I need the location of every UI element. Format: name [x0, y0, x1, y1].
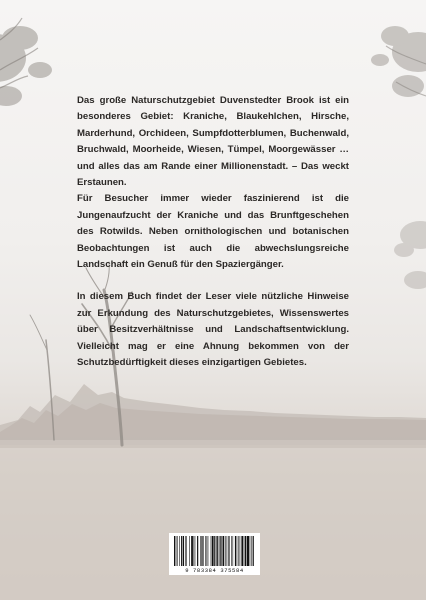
barcode-bar	[222, 536, 224, 566]
barcode-bar	[197, 536, 198, 566]
barcode-bar	[250, 536, 251, 566]
barcode-bar	[225, 536, 226, 566]
blurb-text	[77, 93, 349, 372]
barcode-bar	[233, 536, 234, 566]
barcode-bars	[169, 533, 260, 567]
barcode-bar	[247, 536, 249, 566]
barcode-bar	[201, 536, 202, 566]
barcode-bar	[227, 536, 228, 566]
barcode-number: 9 783384 375584	[185, 567, 244, 574]
foliage-right	[394, 221, 426, 289]
barcode-bar	[174, 536, 175, 566]
barcode-bar	[231, 536, 232, 566]
barcode-bar	[181, 536, 182, 566]
barcode-bar	[238, 536, 239, 566]
barcode-bar	[212, 536, 214, 566]
barcode-bar	[245, 536, 246, 566]
barcode-bar	[183, 536, 184, 566]
barcode-bar	[191, 536, 193, 566]
blurb-paragraph-1a: Das große Naturschutzgebiet Duvenstedter Brook ist ein besonderes Gebiet: Kraniche, Blaukehlchen, Hirsche, Marderhund, Orchideen, Sumpfdotterblumen, Buchenwald, Bruchwald, Moorheide, Wiesen, Tümpel, Moorgewässer … und alles das am Rande einer Millionenstadt. – Das weckt Erstaunen.	[77, 95, 349, 189]
barcode-bar	[179, 536, 180, 566]
barcode-bar	[244, 536, 245, 566]
paragraph-gap	[77, 273, 349, 289]
barcode-bar	[241, 536, 243, 566]
barcode-bar	[251, 536, 252, 566]
meadow	[0, 440, 426, 600]
isbn-barcode	[169, 533, 260, 575]
barcode-bar	[217, 536, 218, 566]
barcode-bar	[214, 536, 215, 566]
barcode-bar	[235, 536, 236, 566]
barcode-bar	[237, 536, 238, 566]
barcode-bar	[221, 536, 222, 566]
barcode-bar	[220, 536, 221, 566]
barcode-bar	[211, 536, 212, 566]
barcode-bar	[177, 536, 178, 566]
barcode-bar	[176, 536, 177, 566]
barcode-bar	[194, 536, 195, 566]
barcode-bar	[240, 536, 241, 566]
barcode-bar	[185, 536, 186, 566]
barcode-bar	[208, 536, 209, 566]
blurb-paragraph-1b: Für Besucher immer wieder faszinierend ist die Jungenaufzucht der Kraniche und das Brunftgeschehen des Rotwilds. Neben ornithologischen und botanischen Beobachtungen ist auch die abwechslungsreiche Landschaft ein Genuß für den Spaziergänger.	[77, 193, 349, 271]
barcode-bar	[228, 536, 229, 566]
barcode-bar	[216, 536, 217, 566]
barcode-bar	[200, 536, 201, 566]
barcode-bar	[202, 536, 203, 566]
barcode-bar	[253, 536, 254, 566]
barcode-bar	[195, 536, 196, 566]
barcode-bar	[205, 536, 206, 566]
barcode-bar	[207, 536, 208, 566]
barcode-bar	[186, 536, 187, 566]
blurb-paragraph-2: In diesem Buch findet der Leser viele nützliche Hinweise zur Erkundung des Naturschutzgebietes, Wissenswertes über Besitzverhältnisse und Landschaftsentwicklung. Vielleicht mag er eine Ahnung bekommen von der Schutzbedürftigkeit dieses einzigartigen Gebietes.	[77, 291, 349, 369]
barcode-bar	[189, 536, 190, 566]
